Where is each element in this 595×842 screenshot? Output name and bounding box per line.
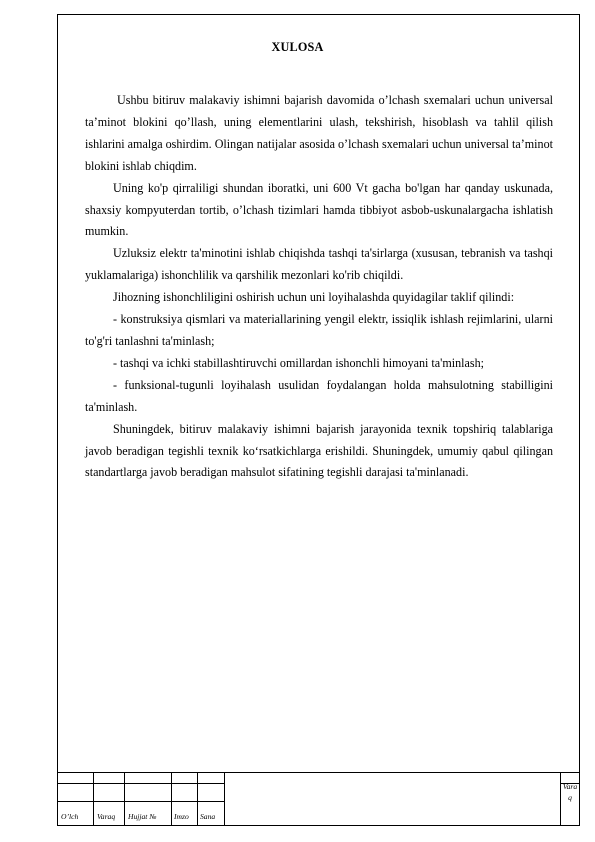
stamp-col-line xyxy=(171,772,172,826)
list-item: - tashqi va ichki stabillashtiruvchi omillardan ishonchli himoyani ta'minlash; xyxy=(113,355,484,370)
stamp-caption-olch: O’lch xyxy=(61,812,79,821)
stamp-col-line xyxy=(93,772,94,826)
title-block-stamp xyxy=(57,772,580,826)
stamp-col-line xyxy=(197,772,198,826)
stamp-caption-varaq: Varaq xyxy=(97,812,116,821)
document-body xyxy=(85,90,553,484)
stamp-row-line xyxy=(57,783,224,784)
paragraph: Shuningdek, bitiruv malakaviy ishimni bajarish jarayonida texnik topshiriq talablariga javob beradigan tegishli texnik ko‘rsatkichlarga erishildi. Shuningdek, umumiy qabul qilingan standartlarga javob beradigan mahsulot sifatining tegishli darajasi ta'minlanadi. xyxy=(85,421,553,480)
stamp-caption-imzo: Imzo xyxy=(174,812,189,821)
stamp-row-line xyxy=(57,801,224,802)
list-item: - konstruksiya qismlari va materiallarining yengil elektr, issiqlik ishlash rejimlarini, ularni to'g'ri tanlashni ta'minlash; xyxy=(85,312,553,348)
document-title: XULOSA xyxy=(271,40,324,54)
stamp-varaq-label-line1: Vara xyxy=(562,782,578,791)
stamp-top-line xyxy=(57,772,580,773)
paragraph: Uning ko'p qirraliligi shundan iboratki, uni 600 Vt gacha bo'lgan har qanday uskunada, shaxsiy kompyuterdan tortib, o’lchash tizimlari hamda tibbiyot asbob-uskunalargacha ishlatish mumkin. xyxy=(85,180,553,239)
paragraph: Jihozning ishonchliligini oshirish uchun uni loyihalashda quyidagilar taklif qilindi: xyxy=(113,290,515,305)
stamp-caption-sana: Sana xyxy=(200,812,216,821)
stamp-varaq-label xyxy=(560,781,580,803)
list-item: - funksional-tugunli loyihalash usulidan foydalangan holda mahsulotning stabilligini ta'minlash. xyxy=(85,377,553,414)
stamp-varaq-label-line2: q xyxy=(568,793,572,802)
paragraph: Ushbu bitiruv malakaviy ishimni bajarish davomida o’lchash sxemalari uchun universal ta’minot blokini qo’llash, uning elementlarini ulash, tekshirish, hisoblash va tahlil qilish ishlarini amalga oshirdim. Olingan natijalar asosida o’lchash sxemalari uchun universal ta’minot blokini ishlab chiqdim. xyxy=(85,93,553,173)
paragraph: Uzluksiz elektr ta'minotini ishlab chiqishda tashqi ta'sirlarga (xususan, tebranish va tashqi yuklamalariga) ishonchlilik va qarshilik mezonlari ko'rib chiqildi. xyxy=(85,246,553,283)
stamp-col-line xyxy=(224,772,225,826)
stamp-caption-hujjat: Hujjat № xyxy=(128,812,157,821)
stamp-col-line xyxy=(124,772,125,826)
